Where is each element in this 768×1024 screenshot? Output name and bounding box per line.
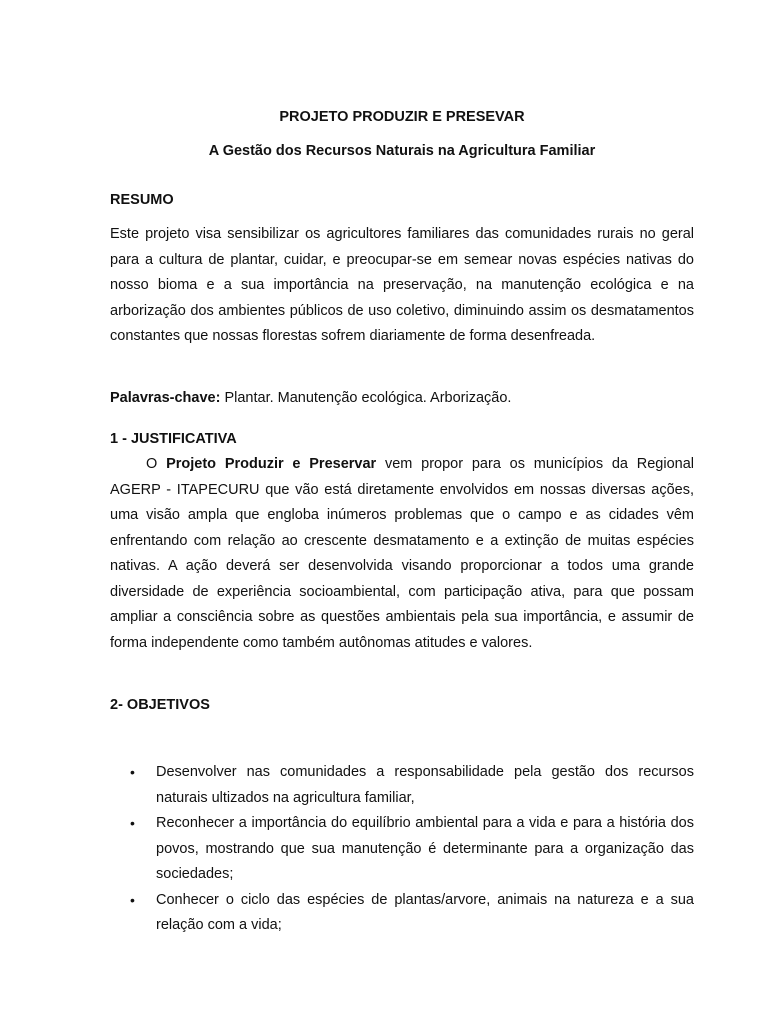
keywords-label: Palavras-chave: [110, 390, 221, 406]
document-title: PROJETO PRODUZIR E PRESEVAR [279, 109, 525, 125]
list-item [110, 888, 694, 939]
bullet-icon: • [130, 891, 135, 908]
resumo-heading: RESUMO [110, 192, 174, 208]
list-item [110, 811, 694, 888]
keywords-line [110, 389, 511, 407]
document-page [110, 0, 694, 1024]
justificativa-paragraph [110, 452, 694, 656]
justificativa-lead: O [146, 456, 167, 472]
document-subtitle: A Gestão dos Recursos Naturais na Agricultura Familiar [208, 143, 596, 159]
resumo-paragraph: Este projeto visa sensibilizar os agricultores familiares das comunidades rurais no geral para a cultura de plantar, cuidar, e preocupar-se em semear novas espécies nativas do nosso bioma e a sua importância na preservação, na manutenção ecológica e na arborização dos ambientes públicos de uso coletivo, diminuindo assim os desmatamentos constantes que nossas florestas sofrem diariamente de forma desenfreada. [110, 226, 694, 344]
project-name: Projeto Produzir e Preservar [166, 456, 377, 472]
justificativa-heading: 1 - JUSTIFICATIVA [110, 431, 237, 447]
bullet-icon: • [130, 764, 135, 780]
list-item [110, 760, 694, 811]
bullet-icon: • [130, 815, 135, 831]
list-item-text: Conhecer o ciclo das espécies de plantas/arvore, animais na natureza e a sua relação com a vida; [156, 891, 694, 933]
objetivos-heading: 2- OBJETIVOS [110, 697, 210, 713]
justificativa-text: vem propor para os municípios da Regional AGERP - ITAPECURU que vão está diretamente envolvidos em nossas diversas ações, uma visão ampla que engloba inúmeros problemas que o campo e as cidades vêm enfrentando com relação ao crescente desmatamento e a extinção de muitas espécies nativas. A ação deverá ser desenvolvida visando proporcionar a todos uma grande diversidade de experiência socioambiental, com participação ativa, para que possam ampliar a consciência sobre as questões ambientais pela sua importância, e assumir de forma independente como também autônomas atitudes e valores. [110, 456, 695, 651]
list-item-text: Desenvolver nas comunidades a responsabilidade pela gestão dos recursos naturais ultizados na agricultura familiar, [156, 764, 694, 806]
objetivos-list [110, 760, 694, 939]
keywords-text: Plantar. Manutenção ecológica. Arborização. [220, 390, 512, 406]
list-item-text: Reconhecer a importância do equilíbrio ambiental para a vida e para a história dos povos, mostrando que sua manutenção é determinante para a organização das sociedades; [156, 815, 694, 882]
